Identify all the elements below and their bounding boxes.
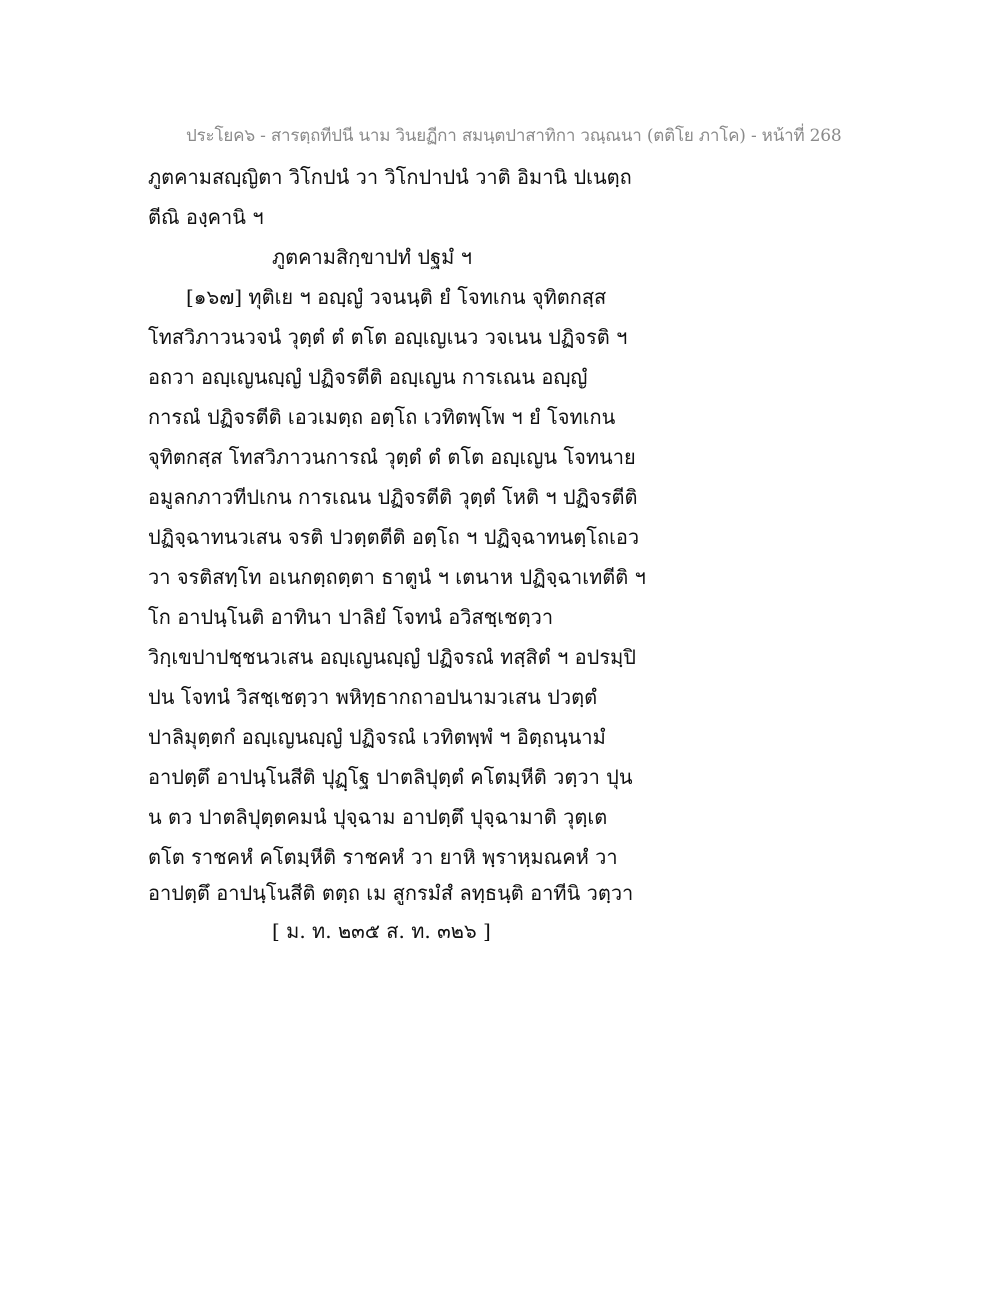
body-line: อาปตฺตึ อาปนฺโนสีติ ตตฺถ เม สูกรมํสํ ลทฺธนฺติ อาทีนิ วตฺวา [148, 881, 634, 905]
body-line: วา จรติสทฺโท อเนกตฺถตฺตา ธาตูนํ ฯ เตนาห ปฏิจฺฉาเทตีติ ฯ [148, 565, 646, 589]
body-line: อมูลกภาวทีปเกน การเณน ปฏิจรตีติ วุตฺตํ โหติ ฯ ปฏิจรตีติ [148, 485, 638, 509]
section-title: ภูตคามสิกฺขาปทํ ปฐมํ ฯ [272, 245, 472, 269]
body-line: อถวา อญฺเญนญฺญํ ปฏิจรตีติ อญฺเญน การเณน อญฺญํ [148, 365, 588, 389]
body-line: ตีณิ องฺคานิ ฯ [148, 205, 264, 229]
body-line: [๑๖๗] ทุติเย ฯ อญฺญํ วจนนฺติ ยํ โจทเกน จุทิตกสฺส [186, 285, 607, 309]
body-line: การณํ ปฏิจรตีติ เอวเมตฺถ อตฺโถ เวทิตพฺโพ ฯ ยํ โจทเกน [148, 405, 616, 429]
running-header: ประโยค๖ - สารตฺถทีปนี นาม วินยฏีกา สมนฺตปาสาทิกา วณฺณนา (ตติโย ภาโค) - หน้าที่ 268 [186, 126, 842, 146]
body-line: น ตว ปาตลิปุตฺตคมนํ ปุจฺฉาม อาปตฺตึ ปุจฺฉามาติ วุตฺเต [148, 805, 608, 829]
body-line: ปาลิมุตฺตกํ อญฺเญนญฺญํ ปฏิจรณํ เวทิตพฺพํ ฯ อิตฺถนฺนามํ [148, 725, 606, 749]
body-line: ปน โจทนํ วิสชฺเชตฺวา พหิทฺธากถาอปนามวเสน ปวตฺตํ [148, 685, 598, 709]
body-line: วิกฺเขปาปชฺชนวเสน อญฺเญนญฺญํ ปฏิจรณํ ทสฺสิตํ ฯ อปรมฺปิ [148, 645, 636, 669]
body-line: จุทิตกสฺส โทสวิภาวนการณํ วุตฺตํ ตํ ตโต อญฺเญน โจทนาย [148, 445, 636, 469]
footnote-reference: [ ม. ท. ๒๓๕ ส. ท. ๓๒๖ ] [272, 919, 491, 943]
body-line: อาปตฺตึ อาปนฺโนสีติ ปุฏฺโฐ ปาตลิปุตฺตํ คโตมฺหีติ วตฺวา ปุน [148, 765, 633, 789]
body-line: โก อาปนฺโนติ อาทินา ปาลิยํ โจทนํ อวิสชฺเชตฺวา [148, 605, 554, 629]
body-line: โทสวิภาวนวจนํ วุตฺตํ ตํ ตโต อญฺเญเนว วจเนน ปฏิจรติ ฯ [148, 325, 628, 349]
body-line: ตโต ราชคหํ คโตมฺหีติ ราชคหํ วา ยาหิ พฺราหฺมณคหํ วา [148, 845, 618, 869]
body-line: ภูตคามสญฺญิตา วิโกปนํ วา วิโกปาปนํ วาติ อิมานิ ปเนตฺถ [148, 165, 632, 189]
body-line: ปฏิจฺฉาทนวเสน จรติ ปวตฺตตีติ อตฺโถ ฯ ปฏิจฺฉาทนตฺโถเอว [148, 525, 640, 549]
